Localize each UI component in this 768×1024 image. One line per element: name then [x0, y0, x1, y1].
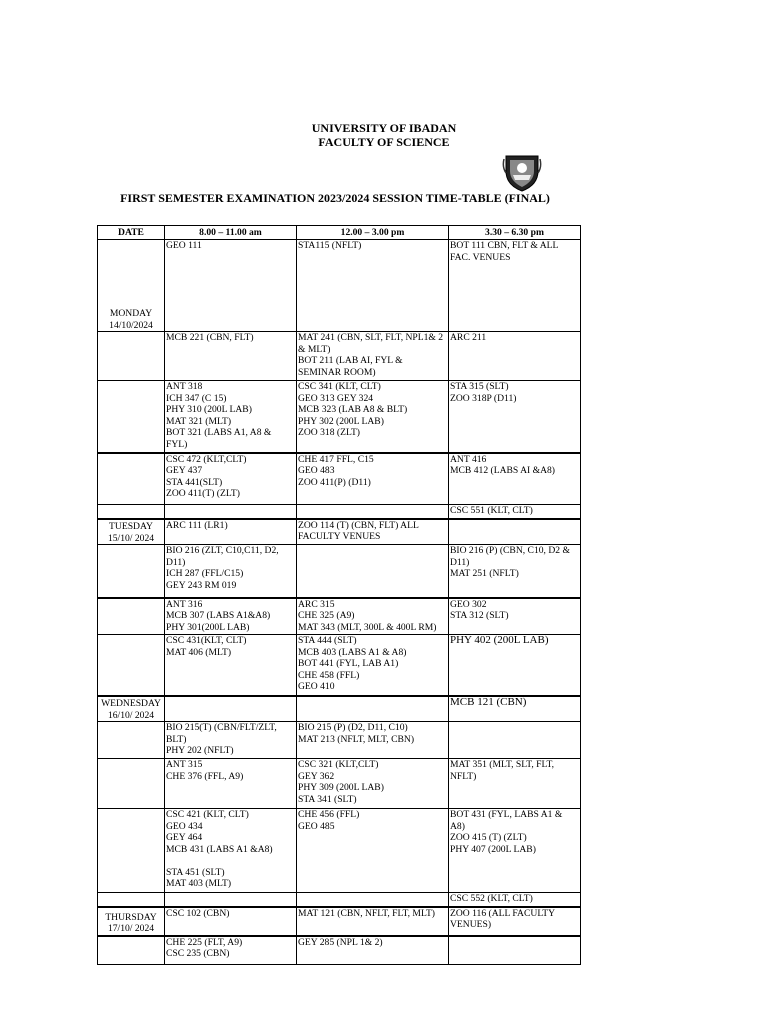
timetable [97, 225, 581, 965]
morning-cell [165, 635, 297, 696]
cell-text: MCB 412 (LABS AI &A8) [450, 465, 556, 476]
cell-text [166, 855, 295, 867]
midday-cell [297, 381, 449, 453]
cell-text: CSC 341 (KLT, CLT) [298, 381, 381, 392]
timetable-row [98, 519, 581, 545]
cell-text: CSC 552 (KLT, CLT) [450, 893, 533, 904]
cell-text: TUESDAY [109, 521, 153, 532]
timetable-body [98, 240, 581, 965]
cell-text: PHY 310 (200L LAB) [166, 404, 252, 415]
column-header-afternoon: 3.30 – 6.30 pm [449, 226, 581, 240]
cell-text: BOT 441 (FYL, LAB A1) [298, 658, 399, 669]
cell-text: ZOO 415 (T) (ZLT) [450, 832, 527, 843]
timetable-header-row [98, 226, 581, 240]
afternoon-cell [449, 598, 581, 635]
date-cell [98, 936, 165, 965]
cell-text: STA 441(SLT) [166, 476, 223, 488]
university-name: UNIVERSITY OF IBADAN [311, 121, 457, 135]
morning-cell [165, 759, 297, 809]
cell-text: CHE 417 FFL, C15 [298, 453, 374, 465]
cell-text: STA115 (NFLT) [298, 240, 362, 251]
midday-cell [297, 635, 449, 696]
date-cell [98, 809, 165, 893]
cell-text: MCB 121 (CBN) [450, 695, 527, 708]
morning-cell [165, 936, 297, 965]
cell-text: MAT 351 (MLT, SLT, FLT, NFLT) [450, 759, 555, 782]
cell-text: ZOO 411(T) (ZLT) [166, 488, 240, 499]
cell-text: GEO 313 GEY 324 [298, 392, 374, 404]
faculty-name: FACULTY OF SCIENCE [318, 135, 450, 149]
cell-text: BIO 216 (P) (CBN, C10, D2 & D11) [450, 545, 570, 568]
cell-text: ANT 416 [450, 453, 487, 465]
timetable-row [98, 722, 581, 759]
cell-text: MAT 251 (NFLT) [450, 568, 519, 579]
date-cell [98, 635, 165, 696]
afternoon-cell [449, 505, 581, 519]
date-cell [98, 722, 165, 759]
cell-text: CSC 321 (KLT,CLT) [298, 759, 379, 770]
midday-cell [297, 505, 449, 519]
midday-cell [297, 893, 449, 907]
cell-text: BIO 216 (ZLT, C10,C11, D2, D11) [166, 545, 279, 568]
cell-text: MAT 403 (MLT) [166, 878, 232, 889]
morning-cell [165, 722, 297, 759]
cell-text: MAT 321 (MLT) [166, 415, 232, 427]
cell-text: MCB 221 (CBN, FLT) [166, 332, 254, 343]
cell-text: GEY 464 [166, 832, 203, 843]
timetable-row [98, 598, 581, 635]
midday-cell [297, 240, 449, 332]
cell-text: ZOO 318 (ZLT) [298, 427, 360, 438]
cell-text: CSC 472 (KLT,CLT) [166, 453, 247, 465]
timetable-row [98, 936, 581, 965]
date-cell [98, 598, 165, 635]
cell-text: ARC 211 [450, 332, 487, 343]
cell-text: PHY 407 (200L LAB) [450, 843, 536, 855]
afternoon-cell [449, 907, 581, 936]
cell-text: THURSDAY [105, 911, 157, 923]
date-cell [98, 759, 165, 809]
morning-cell [165, 907, 297, 936]
cell-text: CSC 235 (CBN) [166, 948, 230, 959]
cell-text: MCB 307 (LABS A1&A8) [166, 610, 271, 621]
cell-text: ZOO 318P (D11) [450, 392, 517, 404]
cell-text: STA 312 (SLT) [450, 610, 509, 621]
midday-cell [297, 545, 449, 598]
cell-text: MONDAY [109, 308, 153, 319]
document-header [0, 121, 768, 149]
date-cell [98, 907, 165, 936]
timetable-row [98, 809, 581, 893]
university-crest-icon [502, 153, 542, 193]
cell-text: ARC 111 (LR1) [166, 519, 228, 531]
cell-text: PHY 302 (200L LAB) [298, 415, 384, 427]
timetable-row [98, 893, 581, 907]
date-cell [98, 696, 165, 722]
cell-text: PHY 402 (200L LAB) [450, 634, 549, 646]
cell-text: STA 341 (SLT) [298, 793, 357, 805]
cell-text: ZOO 116 (ALL FACULTY VENUES) [450, 907, 555, 930]
midday-cell [297, 809, 449, 893]
cell-text: 17/10/ 2024 [107, 923, 155, 934]
afternoon-cell [449, 936, 581, 965]
date-cell [98, 453, 165, 505]
morning-cell [165, 240, 297, 332]
cell-text: CSC 431(KLT, CLT) [166, 635, 247, 646]
timetable-row [98, 545, 581, 598]
afternoon-cell [449, 381, 581, 453]
cell-text: ZOO 411(P) (D11) [298, 476, 371, 488]
midday-cell [297, 332, 449, 381]
cell-text: STA 315 (SLT) [450, 381, 509, 392]
cell-text: CHE 325 (A9) [298, 610, 355, 621]
cell-text: 14/10/2024 [109, 319, 153, 331]
midday-cell [297, 519, 449, 545]
cell-text: CHE 458 (FFL) [298, 669, 360, 681]
midday-cell [297, 936, 449, 965]
cell-text: GEY 243 RM 019 [166, 579, 237, 591]
date-cell [98, 545, 165, 598]
cell-text: GEO 410 [298, 681, 335, 692]
cell-text: BOT 431 (FYL, LABS A1 & A8) [450, 809, 563, 832]
cell-text: BIO 215(T) (CBN/FLT/ZLT, BLT) [166, 722, 277, 745]
timetable-row [98, 240, 581, 332]
afternoon-cell [449, 722, 581, 759]
morning-cell [165, 545, 297, 598]
afternoon-cell [449, 759, 581, 809]
cell-text: BOT 321 (LABS A1, A8 & FYL) [166, 427, 272, 450]
cell-text: MCB 403 (LABS A1 & A8) [298, 646, 407, 658]
date-cell [98, 332, 165, 381]
cell-text: ICH 347 (C 15) [166, 392, 227, 404]
timetable-row [98, 332, 581, 381]
afternoon-cell [449, 696, 581, 722]
date-cell [98, 381, 165, 453]
cell-text: CSC 102 (CBN) [166, 907, 230, 919]
afternoon-cell [449, 635, 581, 696]
cell-text: GEY 285 (NPL 1& 2) [298, 936, 383, 948]
date-cell [98, 240, 165, 332]
cell-text: PHY 202 (NFLT) [166, 745, 234, 756]
cell-text: MAT 241 (CBN, SLT, FLT, NPL1& 2 & MLT) [298, 332, 444, 355]
column-header-morning: 8.00 – 11.00 am [165, 226, 297, 240]
afternoon-cell [449, 453, 581, 505]
cell-text: CHE 225 (FLT, A9) [166, 936, 243, 948]
cell-text: MCB 431 (LABS A1 &A8) [166, 843, 273, 855]
timetable-row [98, 907, 581, 936]
midday-cell [297, 722, 449, 759]
cell-text: ZOO 114 (T) (CBN, FLT) ALL FACULTY VENUES [298, 519, 419, 542]
timetable-row [98, 759, 581, 809]
timetable-row [98, 505, 581, 519]
cell-text: ANT 316 [166, 598, 203, 610]
cell-text: CSC 551 (KLT, CLT) [450, 505, 533, 516]
afternoon-cell [449, 545, 581, 598]
cell-text: MAT 213 (NFLT, MLT, CBN) [298, 733, 415, 745]
cell-text: BOT 211 (LAB AI, FYL & SEMINAR ROOM) [298, 355, 403, 378]
cell-text: ARC 315 [298, 598, 335, 610]
morning-cell [165, 381, 297, 453]
cell-text: GEO 111 [166, 240, 202, 251]
cell-text: ANT 318 [166, 381, 203, 392]
column-header-date: DATE [98, 226, 165, 240]
cell-text: CSC 421 (KLT, CLT) [166, 809, 249, 820]
cell-text: GEO 483 [298, 465, 335, 476]
morning-cell [165, 893, 297, 907]
cell-text: MAT 121 (CBN, NFLT, FLT, MLT) [298, 907, 435, 919]
timetable-row [98, 453, 581, 505]
cell-text: MAT 406 (MLT) [166, 646, 232, 658]
cell-text: GEO 302 [450, 598, 487, 610]
morning-cell [165, 809, 297, 893]
cell-text: PHY 301(200L LAB) [166, 621, 250, 633]
timetable-row [98, 381, 581, 453]
cell-text: CHE 376 (FFL, A9) [166, 770, 244, 782]
cell-text: 15/10/ 2024 [107, 532, 155, 544]
afternoon-cell [449, 519, 581, 545]
cell-text: BOT 111 CBN, FLT & ALL FAC. VENUES [450, 240, 559, 263]
cell-text: ANT 315 [166, 759, 203, 770]
cell-text: GEY 437 [166, 465, 203, 476]
morning-cell [165, 519, 297, 545]
cell-text: STA 451 (SLT) [166, 866, 225, 878]
date-cell [98, 505, 165, 519]
midday-cell [297, 759, 449, 809]
cell-text: GEY 362 [298, 770, 335, 782]
afternoon-cell [449, 809, 581, 893]
cell-text: GEO 485 [298, 820, 335, 832]
cell-text: MAT 343 (MLT, 300L & 400L RM) [298, 621, 437, 633]
cell-text: MCB 323 (LAB A8 & BLT) [298, 404, 408, 415]
morning-cell [165, 598, 297, 635]
morning-cell [165, 696, 297, 722]
cell-text: STA 444 (SLT) [298, 635, 357, 646]
timetable-title: FIRST SEMESTER EXAMINATION 2023/2024 SESSION TIME-TABLE (FINAL) [120, 191, 550, 205]
morning-cell [165, 332, 297, 381]
date-cell [98, 519, 165, 545]
midday-cell [297, 907, 449, 936]
column-header-midday: 12.00 – 3.00 pm [297, 226, 449, 240]
afternoon-cell [449, 332, 581, 381]
date-cell [98, 893, 165, 907]
morning-cell [165, 505, 297, 519]
timetable-row [98, 696, 581, 722]
midday-cell [297, 598, 449, 635]
cell-text: ICH 287 (FFL/C15) [166, 568, 244, 579]
midday-cell [297, 696, 449, 722]
cell-text: GEO 434 [166, 820, 203, 832]
cell-text: CHE 456 (FFL) [298, 809, 360, 820]
afternoon-cell [449, 240, 581, 332]
cell-text: PHY 309 (200L LAB) [298, 782, 384, 793]
midday-cell [297, 453, 449, 505]
morning-cell [165, 453, 297, 505]
cell-text: WEDNESDAY [101, 698, 161, 709]
timetable-row [98, 635, 581, 696]
cell-text: BIO 215 (P) (D2, D11, C10) [298, 722, 408, 733]
cell-text: 16/10/ 2024 [107, 709, 155, 721]
afternoon-cell [449, 893, 581, 907]
